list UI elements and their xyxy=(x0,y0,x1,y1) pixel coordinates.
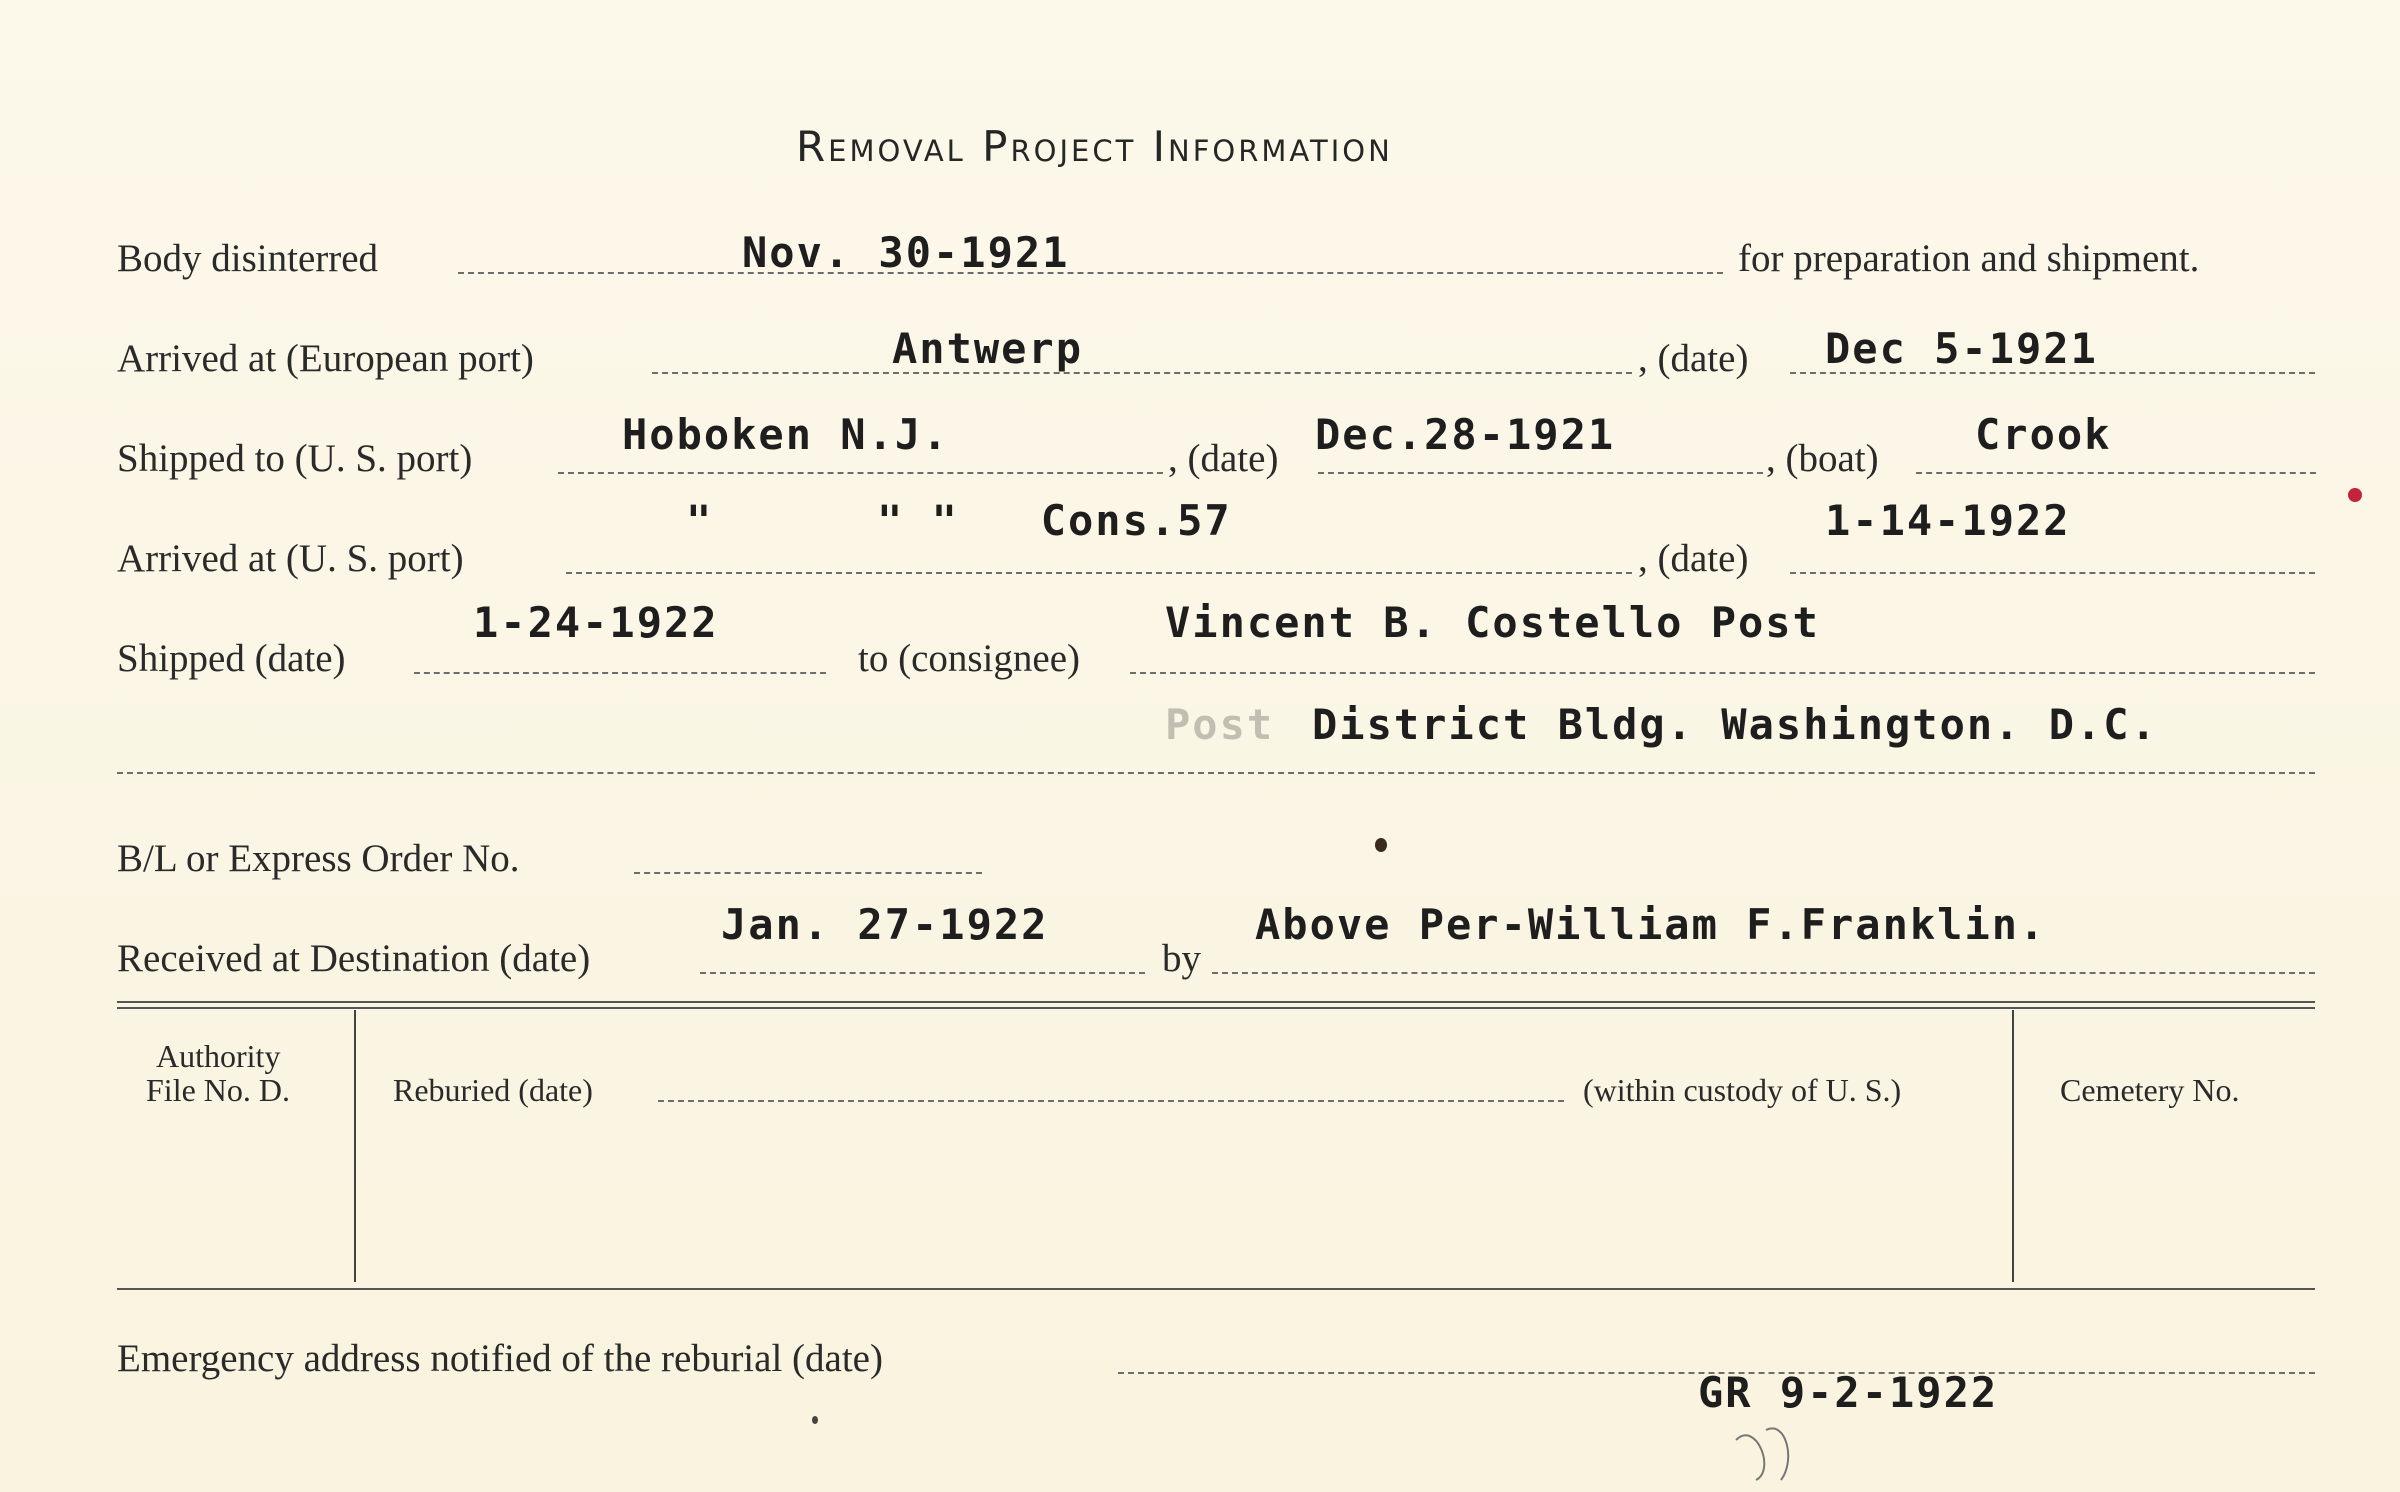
line-bl-order xyxy=(634,872,982,874)
line-consignee-continued xyxy=(117,772,2315,774)
label-shipped-out-date: Shipped (date) xyxy=(117,637,346,680)
label-shipped-to: Shipped to (U. S. port) xyxy=(117,437,473,480)
label-emergency: Emergency address notified of the reburial (date) xyxy=(117,1337,883,1380)
value-consignee-prefix: Post xyxy=(1165,700,1275,749)
line-arrived-us xyxy=(566,572,1632,574)
line-shipped-date xyxy=(1318,472,1763,474)
label-reburied: Reburied (date) xyxy=(393,1072,593,1108)
value-shipped-date: Dec.28-1921 xyxy=(1315,410,1616,459)
line-disinterred xyxy=(458,272,1723,274)
card-title: Removal Project Information xyxy=(796,122,1393,171)
line-boat xyxy=(1916,472,2316,474)
table-top-rule-double xyxy=(117,1007,2315,1009)
value-arrived-date: 1-14-1922 xyxy=(1825,496,2071,545)
table-top-rule xyxy=(117,1001,2315,1003)
label-authority: Authority xyxy=(156,1038,281,1074)
pencil-mark xyxy=(1726,1410,1816,1490)
label-shipped-date: , (date) xyxy=(1168,437,1279,480)
value-disinterred-date: Nov. 30-1921 xyxy=(742,228,1070,277)
value-us-port: Hoboken N.J. xyxy=(622,410,950,459)
table-divider-left xyxy=(354,1010,356,1282)
value-consignee-line1: Vincent B. Costello Post xyxy=(1165,598,1820,647)
label-bl-order: B/L or Express Order No. xyxy=(117,837,520,880)
red-mark xyxy=(2348,488,2362,502)
value-european-port: Antwerp xyxy=(892,324,1084,373)
label-arrived-date: , (date) xyxy=(1638,537,1749,580)
label-european-date: , (date) xyxy=(1638,337,1749,380)
value-footer-stamp: GR 9-2-1922 xyxy=(1698,1368,1999,1417)
ink-dot xyxy=(812,1416,818,1424)
value-received-by: Above Per-William F.Franklin. xyxy=(1255,900,2047,949)
value-received-date: Jan. 27-1922 xyxy=(721,900,1049,949)
line-consignee xyxy=(1130,672,2315,674)
label-cemetery: Cemetery No. xyxy=(2060,1072,2240,1108)
label-for-preparation: for preparation and shipment. xyxy=(1738,237,2200,280)
line-us-port xyxy=(558,472,1163,474)
label-arrived-us: Arrived at (U. S. port) xyxy=(117,537,464,580)
label-by: by xyxy=(1162,937,1201,980)
line-reburied xyxy=(658,1100,1564,1102)
table-bottom-rule xyxy=(117,1288,2315,1290)
label-file-no: File No. D. xyxy=(146,1072,290,1108)
ink-spot xyxy=(1375,838,1387,852)
value-boat: Crook xyxy=(1975,410,2112,459)
label-consignee: to (consignee) xyxy=(858,637,1081,680)
line-received-date xyxy=(700,972,1145,974)
label-received-destination: Received at Destination (date) xyxy=(117,937,591,980)
value-european-date: Dec 5-1921 xyxy=(1825,324,2098,373)
line-european-port xyxy=(652,372,1632,374)
line-received-by xyxy=(1212,972,2315,974)
label-custody: (within custody of U. S.) xyxy=(1583,1072,1902,1108)
value-arrived-ditto: " " " Cons.57 xyxy=(686,496,1232,545)
table-divider-right xyxy=(2012,1010,2014,1282)
label-arrived-european: Arrived at (European port) xyxy=(117,337,534,380)
value-consignee-line2: District Bldg. Washington. D.C. xyxy=(1312,700,2158,749)
line-arrived-date xyxy=(1790,572,2315,574)
label-body-disinterred: Body disinterred xyxy=(117,237,379,280)
label-boat: , (boat) xyxy=(1766,437,1879,480)
value-shipped-out-date: 1-24-1922 xyxy=(473,598,719,647)
line-shipped-out-date xyxy=(414,672,826,674)
